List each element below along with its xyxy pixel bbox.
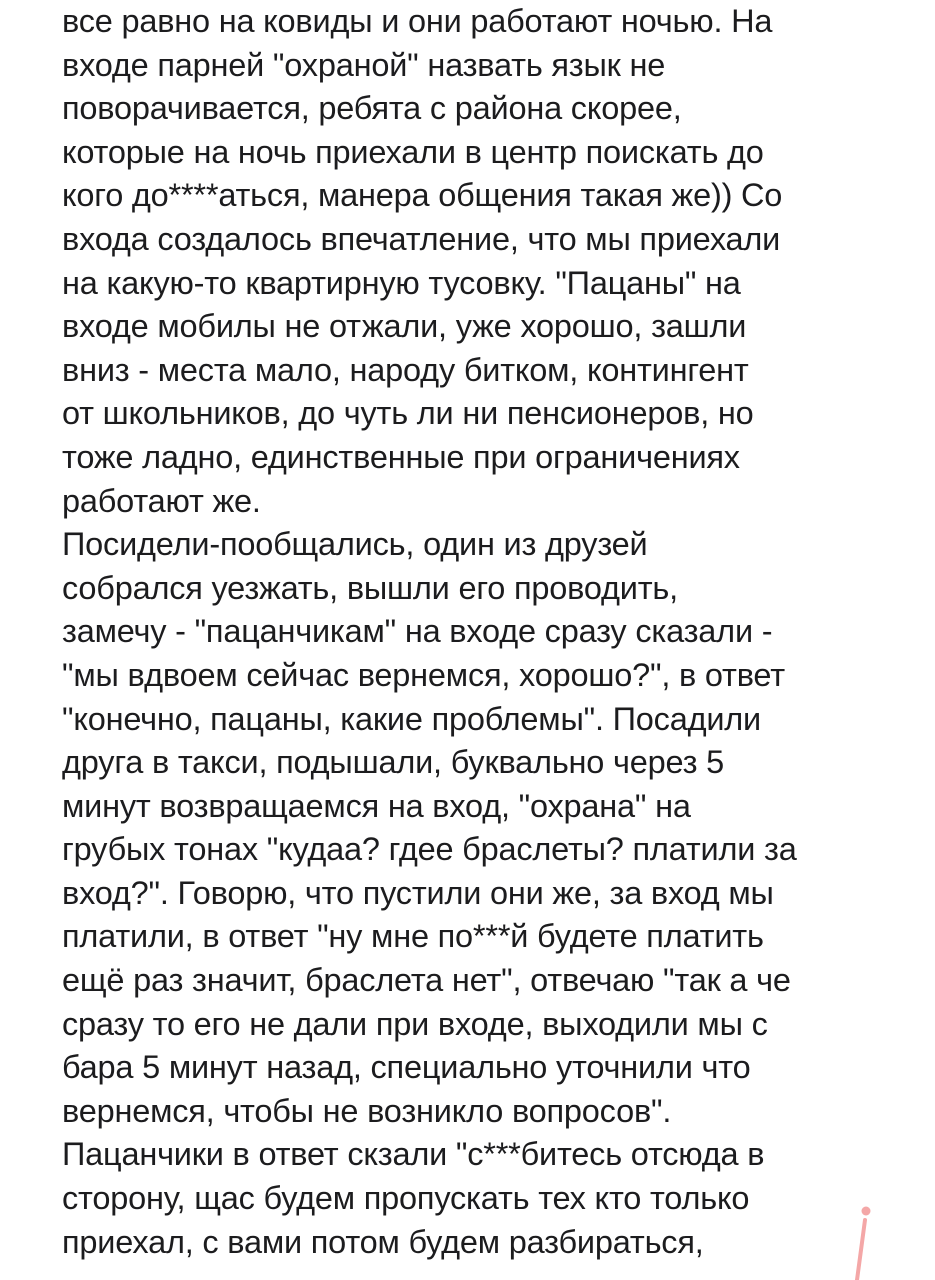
text-line: минут возвращаемся на вход, "охрана" на [62, 787, 691, 824]
text-line: Посидели-пообщались, один из друзей [62, 526, 648, 563]
text-line: входе парней "охраной" назвать язык не [62, 46, 666, 83]
text-line: входа создалось впечатление, что мы приехали [62, 220, 781, 257]
text-line: ещё раз значит, браслета нет", отвечаю "так а че [62, 962, 791, 999]
text-line: "мы вдвоем сейчас вернемся, хорошо?", в ответ [62, 656, 785, 693]
text-line: все равно на ковиды и они работают ночью. На [62, 3, 773, 39]
text-line: работают же. [62, 482, 261, 519]
scroll-handle-icon[interactable] [850, 1200, 872, 1280]
text-line: собрался уезжать, вышли его проводить, [62, 569, 678, 606]
text-line: вернемся, чтобы не возникло вопросов". [62, 1092, 672, 1129]
text-line: вниз - места мало, народу битком, контингент [62, 351, 749, 388]
text-line: Пацанчики в ответ скзали "с***битесь отсюда в [62, 1136, 765, 1173]
text-line: которые на ночь приехали в центр поискать до [62, 133, 764, 170]
text-line: входе мобилы не отжали, уже хорошо, зашли [62, 308, 747, 345]
scroll-handle-shape [850, 1200, 872, 1280]
text-line: вход?". Говорю, что пустили они же, за вход мы [62, 874, 774, 911]
text-line: кого до****аться, манера общения такая же)) Со [62, 177, 783, 214]
note-text[interactable] [62, 0, 922, 1264]
text-line: платили, в ответ "ну мне по***й будете платить [62, 918, 764, 955]
text-line: замечу - "пацанчикам" на входе сразу сказали - [62, 613, 773, 650]
text-line: от школьников, до чуть ли ни пенсионеров, но [62, 395, 754, 432]
text-line: поворачивается, ребята с района скорее, [62, 90, 682, 127]
text-line: тоже ладно, единственные при ограничениях [62, 438, 740, 475]
text-line: на какую-то квартирную тусовку. "Пацаны" на [62, 264, 741, 301]
text-line: сразу то его не дали при входе, выходили мы с [62, 1005, 768, 1042]
text-line: бара 5 минут назад, специально уточнили что [62, 1049, 751, 1086]
text-line: "конечно, пацаны, какие проблемы". Посадили [62, 700, 762, 737]
text-line: приехал, с вами потом будем разбираться, [62, 1223, 704, 1260]
text-line: грубых тонах "кудаа? гдее браслеты? платили за [62, 831, 797, 868]
text-line: друга в такси, подышали, буквально через 5 [62, 744, 725, 781]
text-line: сторону, щас будем пропускать тех кто только [62, 1180, 750, 1217]
